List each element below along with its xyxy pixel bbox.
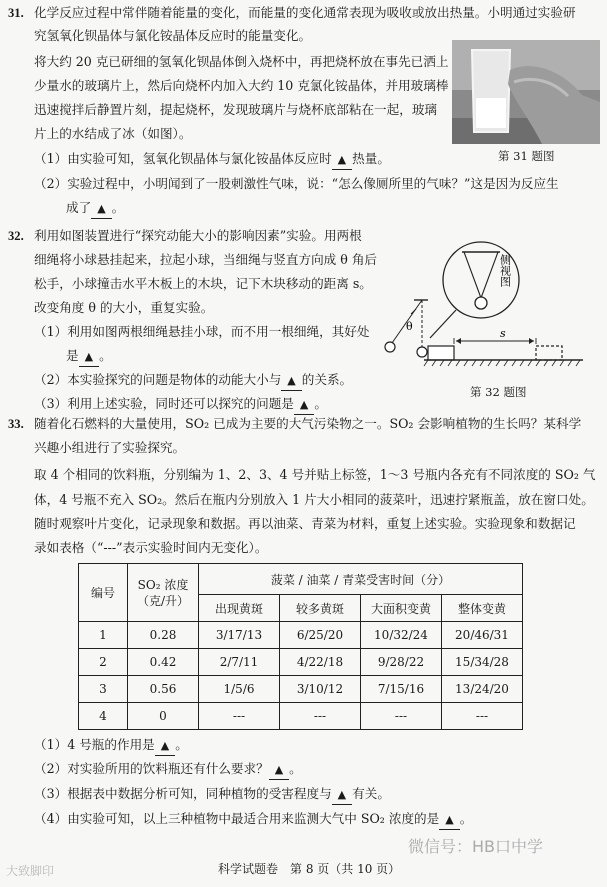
q31-line-4: 少量水的玻璃片上，然后向烧杯内加入大约 10 克氯化铵晶体，并用玻璃棒 <box>34 78 449 93</box>
q33-line-1: 随着化石燃料的大量使用，SO₂ 已成为主要的大气污染物之一。SO₂ 会影响植物的生长吗？某科学 <box>34 416 582 431</box>
q32-sub2: （2）本实验探究的问题是物体的动能大小与 ▲ 的关系。 <box>34 371 352 391</box>
table-header-stage-2: 较多黄斑 <box>280 595 361 622</box>
q32-figure <box>378 240 603 380</box>
theta-label: θ <box>406 320 413 333</box>
q32-line-4: 改变角度 θ 的大小，重复实验。 <box>34 300 214 315</box>
q31-sub1: （1）由实验可知，氢氧化钡晶体与氯化铵晶体反应时 ▲ 热量。 <box>34 150 390 170</box>
table-header-stage-1: 出现黄斑 <box>199 595 280 622</box>
so2-data-table <box>78 563 523 730</box>
q32-line-2: 细绳将小球悬挂起来，拉起小球，当细绳与竖直方向成 θ 角后 <box>34 252 378 267</box>
distance-s-label: s <box>500 327 506 340</box>
watermark-left: 大致脚印 <box>6 864 55 878</box>
q31-line-5: 迅速搅拌后静置片刻，提起烧杯，发现玻璃片与烧杯底部粘在一起，玻璃 <box>34 102 437 117</box>
beaker-photo-icon <box>452 40 600 144</box>
q32-line-1: 利用如图装置进行“探究动能大小的影响因素”实验。用两根 <box>34 228 362 243</box>
table-row: 4 0 --- --- --- --- <box>79 703 523 730</box>
q32-answer-blank-1[interactable]: ▲ <box>79 347 99 367</box>
q33-answer-blank-1[interactable]: ▲ <box>155 736 175 756</box>
q32-sub1-line-1: （1）利用如图两根细绳悬挂小球，而不用一根细绳，其好处 <box>34 324 370 339</box>
q31-line-1: 化学反应过程中常伴随着能量的变化，而能量的变化通常表现为吸收或放出热量。小明通过实验研 <box>34 5 576 20</box>
q31-line-3: 将大约 20 克已研细的氢氧化钡晶体倒入烧杯中，再把烧杯放在事先已洒上 <box>34 54 449 69</box>
question-31-number: 31. <box>8 6 24 20</box>
q31-figure-caption: 第 31 题图 <box>498 149 555 163</box>
q32-figure-caption: 第 32 题图 <box>470 385 527 399</box>
q31-photo <box>452 40 600 144</box>
q32-line-3: 松手，小球撞击水平木板上的木块，记下木块移动的距离 s。 <box>34 276 372 291</box>
table-header-number: 编号 <box>79 564 128 622</box>
table-header-stage-4: 整体变黄 <box>442 595 523 622</box>
table-header-stage-3: 大面积变黄 <box>361 595 442 622</box>
q33-sub1: （1）4 号瓶的作用是 ▲ 。 <box>34 736 188 756</box>
q33-line-5: 随时观察叶片变化，记录现象和数据。再以油菜、青菜为材料，重复上述实验。实验现象和数据记 <box>34 516 576 531</box>
question-33-number: 33. <box>8 417 24 431</box>
q33-line-6: 录如表格（“---”表示实验时间内无变化）。 <box>34 540 268 555</box>
table-header-damage-time: 菠菜 / 油菜 / 青菜受害时间（分） <box>199 564 523 595</box>
q31-sub2-line-2: 成了 ▲ 。 <box>66 199 124 219</box>
q33-answer-blank-4[interactable]: ▲ <box>439 810 459 830</box>
watermark-right: 微信号：HB口中学 <box>408 837 544 856</box>
q32-sub1-line-2: 是 ▲ 。 <box>66 347 112 367</box>
q31-line-2: 究氢氧化钡晶体与氯化铵晶体反应时的能量变化。 <box>34 28 312 43</box>
q31-answer-blank-2[interactable]: ▲ <box>91 199 111 219</box>
side-view-label-1: 侧视图 <box>498 254 512 287</box>
q33-answer-blank-2[interactable]: ▲ <box>269 760 289 780</box>
table-row: 1 0.28 3/17/13 6/25/20 10/32/24 20/46/31 <box>79 622 523 649</box>
q33-line-4: 体，4 号瓶不充入 SO₂。然后在瓶内分别放入 1 片大小相同的菠菜叶，迅速拧紧瓶盖，放在窗口处。 <box>34 492 594 507</box>
q31-answer-blank-1[interactable]: ▲ <box>332 150 352 170</box>
table-row: 3 0.56 1/5/6 3/10/12 7/15/16 13/24/20 <box>79 676 523 703</box>
q31-sub2-line-1: （2）实验过程中，小明闻到了一股刺激性气味，说：“怎么像厕所里的气味？”这是因为反应生 <box>34 176 559 191</box>
q32-answer-blank-3[interactable]: ▲ <box>294 395 314 415</box>
q32-sub3: （3）利用上述实验，同时还可以探究的问题是 ▲ 。 <box>34 395 327 415</box>
table-row: 2 0.42 2/7/11 4/22/18 9/28/22 15/34/28 <box>79 649 523 676</box>
q33-answer-blank-3[interactable]: ▲ <box>332 785 352 805</box>
q33-sub3: （3）根据表中数据分析可知，同种植物的受害程度与 ▲ 有关。 <box>34 785 390 805</box>
page-footer: 科学试题卷 第 8 页（共 10 页） <box>218 862 401 876</box>
q33-sub4: （4）由实验可知，以上三种植物中最适合用来监测大气中 SO₂ 浓度的是 ▲ 。 <box>34 810 472 830</box>
table-header-concentration: SO₂ 浓度 （克/升） <box>128 564 199 622</box>
q33-line-2: 兴趣小组进行了实验探究。 <box>34 440 186 455</box>
q31-line-6: 片上的水结成了冰（如图）。 <box>34 126 192 141</box>
question-32-number: 32. <box>8 229 24 243</box>
q33-sub2: （2）对实验所用的饮料瓶还有什么要求？ ▲ 。 <box>34 760 302 780</box>
q32-answer-blank-2[interactable]: ▲ <box>281 371 301 391</box>
pendulum-diagram-icon <box>378 240 603 380</box>
q33-line-3: 取 4 个相同的饮料瓶，分别编为 1、2、3、4 号并贴上标签，1～3 号瓶内各充有不同浓度的 SO₂ 气 <box>34 467 596 482</box>
